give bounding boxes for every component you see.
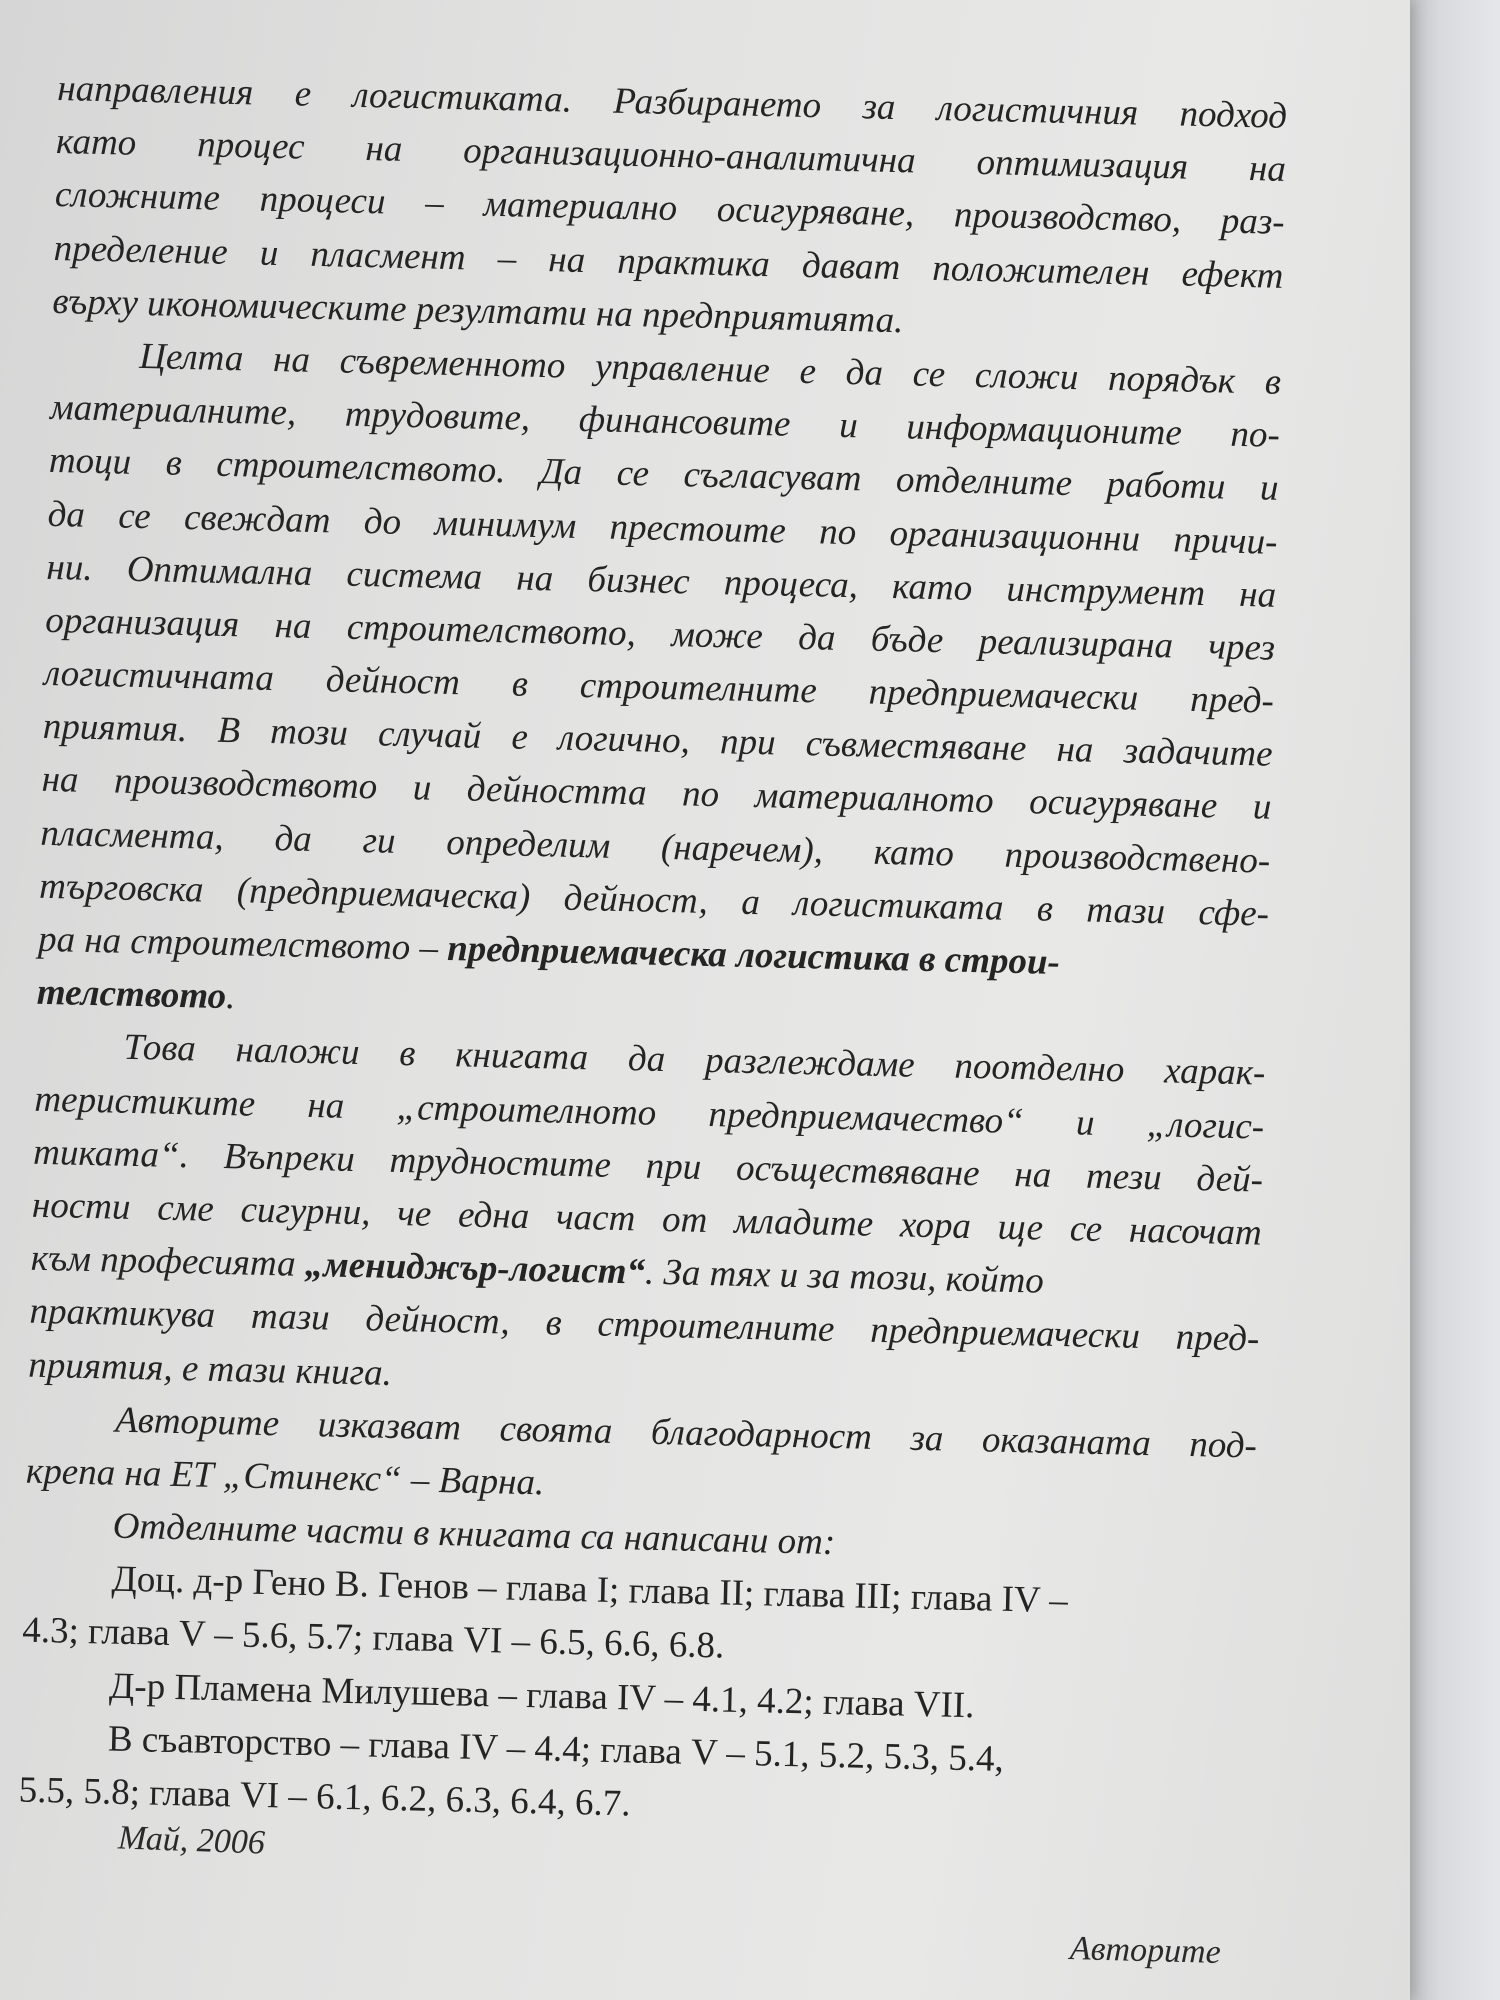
word: „логис- xyxy=(1146,1103,1265,1148)
word: по xyxy=(681,773,720,816)
word: отделните xyxy=(895,459,1073,505)
word: на xyxy=(515,557,554,600)
word: задачите xyxy=(1123,730,1274,775)
text-line: 5.5, 5.8; глава VI – 6.1, 6.2, 6.3, 6.4, 6.7. xyxy=(18,1769,632,1825)
word: сме xyxy=(156,1187,215,1230)
word: работи xyxy=(1106,464,1226,508)
word: оптимизация xyxy=(976,142,1189,188)
word: да xyxy=(627,1038,666,1081)
word: ги xyxy=(362,819,397,862)
authors-section xyxy=(18,1498,1255,1845)
word: ефект xyxy=(1181,253,1284,297)
bold-term: предприемаческа логистика в строи- xyxy=(446,928,1061,983)
word: при xyxy=(645,1145,702,1188)
word: тиката“. xyxy=(32,1131,190,1176)
word: под- xyxy=(1188,1423,1258,1467)
word: процеса, xyxy=(723,561,859,606)
text-line: Д-р Пламена Милушева – глава IV – 4.1, 4.2; глава VII. xyxy=(108,1665,975,1726)
word: инструмент xyxy=(1006,568,1206,614)
word: в xyxy=(1264,361,1282,403)
word: и xyxy=(1252,786,1272,829)
word: насочат xyxy=(1128,1209,1263,1254)
word: свеждат xyxy=(183,496,331,541)
word: да xyxy=(845,351,884,394)
word: хора xyxy=(899,1204,972,1247)
word: и xyxy=(1259,467,1279,510)
word: поотделно xyxy=(954,1045,1125,1091)
word: да xyxy=(797,616,836,659)
word: като xyxy=(873,831,955,875)
word: положителен xyxy=(931,247,1150,294)
word: материалните, xyxy=(49,387,297,434)
word: своята xyxy=(499,1408,613,1452)
word: дей- xyxy=(1196,1157,1264,1201)
text-line: В съавторство – глава IV – 4.4; глава V – 5.1, 5.2, 5.3, 5.4, xyxy=(107,1718,1005,1780)
word: на xyxy=(1238,573,1277,616)
word: дават xyxy=(801,244,901,288)
word: благодарност xyxy=(650,1411,873,1458)
word: на xyxy=(365,128,403,171)
word: че xyxy=(396,1192,432,1235)
word: организационни xyxy=(889,512,1141,560)
word: – xyxy=(424,182,445,225)
word: система xyxy=(346,553,483,598)
word: тази xyxy=(1085,889,1166,933)
word: ще xyxy=(997,1206,1044,1249)
text-line: крепа на ЕТ „Стинекс“ – Варна. xyxy=(25,1450,545,1504)
word: младите xyxy=(733,1200,874,1245)
word: от xyxy=(661,1198,708,1241)
word: предприемачество“ xyxy=(708,1093,1025,1142)
signature: Авторите xyxy=(1069,1930,1222,1971)
word: осигуряване xyxy=(1028,781,1218,827)
word: една xyxy=(457,1194,530,1237)
word: производството xyxy=(113,760,378,808)
word: бизнес xyxy=(587,558,691,603)
word: в xyxy=(545,1302,563,1345)
word: логично, xyxy=(557,717,691,762)
word: В xyxy=(217,710,241,752)
word: на xyxy=(1248,148,1287,191)
word: пласмент xyxy=(310,233,467,278)
word: организационно-аналитична xyxy=(462,130,917,182)
word: на xyxy=(1013,1153,1052,1196)
word: пласмента, xyxy=(40,812,225,858)
paragraph-1 xyxy=(52,62,1288,356)
word: съгласуват xyxy=(683,454,862,500)
word: по- xyxy=(1230,413,1281,456)
word: пред- xyxy=(1175,1317,1260,1360)
text-span: ра на строителството – xyxy=(37,918,448,970)
word: този xyxy=(269,711,349,754)
word: дейност xyxy=(325,659,461,704)
word: да xyxy=(274,817,313,860)
word: пределение xyxy=(53,227,229,273)
word: материалното xyxy=(754,775,995,822)
word: ности xyxy=(31,1184,131,1228)
word: се xyxy=(117,494,152,537)
text-line: върху икономическите резултати на предприятията. xyxy=(52,280,904,341)
background-surface xyxy=(1400,0,1500,2000)
word: е xyxy=(294,73,312,115)
word: се xyxy=(1069,1208,1103,1250)
word: строителните xyxy=(597,1303,835,1351)
word: пред- xyxy=(1189,678,1275,722)
word: и xyxy=(259,232,279,274)
word: трудовите, xyxy=(344,393,531,439)
text-span: . За тях и за този, който xyxy=(644,1251,1045,1302)
word: като xyxy=(891,565,973,609)
word: Въпреки xyxy=(223,1135,356,1180)
word: (предприемаческа) xyxy=(236,870,531,918)
word: Това xyxy=(123,1027,197,1070)
word: сложи xyxy=(974,354,1079,399)
word: в xyxy=(165,442,183,485)
word: харак- xyxy=(1163,1050,1266,1095)
word: сфе- xyxy=(1198,891,1270,935)
word: бъде xyxy=(870,618,944,662)
word: Разбирането xyxy=(612,80,822,127)
word: оказаната xyxy=(981,1419,1152,1464)
text-span: към професията xyxy=(30,1237,306,1286)
word: приятия. xyxy=(42,706,188,751)
word: управление xyxy=(594,346,771,392)
word: строителството, xyxy=(346,606,637,655)
word: тоци xyxy=(48,440,132,484)
word: разглеждаме xyxy=(704,1040,916,1087)
word: логистиката xyxy=(792,882,1004,929)
word: теристиките xyxy=(34,1078,256,1125)
word: строителните xyxy=(579,665,818,712)
word: определим xyxy=(445,821,611,867)
word: и xyxy=(1075,1101,1095,1144)
word: на xyxy=(41,759,80,802)
word: Авторите xyxy=(114,1399,280,1445)
word: реализирана xyxy=(978,620,1174,667)
word: подход xyxy=(1179,93,1288,137)
word: част xyxy=(555,1196,636,1240)
word: ни. xyxy=(46,546,94,589)
word: раз- xyxy=(1220,200,1286,244)
bold-term: „мениджър-логист“ xyxy=(304,1244,646,1293)
word: Целта xyxy=(138,335,244,380)
word: логистичния xyxy=(936,87,1139,134)
word: логистичната xyxy=(43,652,275,700)
word: престоите xyxy=(609,506,787,552)
word: на xyxy=(547,238,586,281)
word: в xyxy=(511,663,529,705)
word: а xyxy=(740,881,761,923)
word: строителството. xyxy=(215,444,506,492)
word: като xyxy=(55,121,137,164)
word: информационите xyxy=(905,406,1183,454)
word: съвременното xyxy=(339,340,566,387)
word: търговска xyxy=(38,865,204,911)
word: на xyxy=(1056,729,1094,771)
word: материално xyxy=(483,184,678,230)
word: производствено- xyxy=(1004,834,1271,882)
word: организация xyxy=(44,599,240,646)
word: дейност, xyxy=(365,1298,511,1343)
word: и xyxy=(838,404,859,447)
word: е xyxy=(511,716,529,759)
word: за xyxy=(910,1417,944,1460)
word: наложи xyxy=(235,1029,360,1074)
word: направления xyxy=(56,67,254,114)
word: практикува xyxy=(29,1290,216,1337)
word: на xyxy=(307,1084,345,1127)
page-text xyxy=(18,62,1288,1845)
paragraph-2 xyxy=(36,328,1281,1047)
word: производство, xyxy=(953,194,1182,241)
word: и xyxy=(412,767,432,810)
text-line: Отделните части в книгата са написани от: xyxy=(112,1505,836,1564)
word: Оптимална xyxy=(126,548,313,594)
word: дейност, xyxy=(563,877,709,922)
word: трудностите xyxy=(389,1139,612,1186)
word: да xyxy=(47,493,86,536)
word: „строителното xyxy=(396,1086,657,1134)
text-line: Доц. д-р Гено В. Генов – глава I; глава II; глава III; глава IV – xyxy=(111,1558,1069,1622)
word: процес xyxy=(196,124,305,168)
word: предприемачески xyxy=(868,671,1139,719)
word: в xyxy=(1036,888,1054,930)
paragraph-3 xyxy=(28,1019,1266,1419)
word: по xyxy=(818,510,857,553)
word: – xyxy=(497,237,517,280)
word: минимум xyxy=(434,502,577,547)
date-line: Май, 2006 xyxy=(117,1819,266,1862)
word: случай xyxy=(377,713,482,758)
word: сигурни, xyxy=(240,1189,371,1234)
word: се xyxy=(912,353,946,396)
word: за xyxy=(862,86,896,129)
word: до xyxy=(363,500,402,543)
word: финансовите xyxy=(578,399,791,445)
word: при xyxy=(719,721,777,764)
word: причи- xyxy=(1173,518,1278,563)
word: съвместяване xyxy=(805,723,1027,770)
word: в xyxy=(398,1033,416,1075)
word: порядък xyxy=(1107,357,1236,402)
word: осъществяване xyxy=(735,1147,980,1194)
word: книгата xyxy=(454,1034,589,1079)
word: тези xyxy=(1085,1155,1163,1199)
word: се xyxy=(616,453,650,495)
word: тази xyxy=(250,1296,331,1339)
word: на xyxy=(274,604,312,647)
word: осигуряване, xyxy=(716,189,915,235)
word: предприемачески xyxy=(869,1310,1141,1358)
word: практика xyxy=(616,240,771,285)
word: дейността xyxy=(466,768,648,814)
word: изказват xyxy=(317,1403,462,1449)
word: процеси xyxy=(259,178,386,223)
word: е xyxy=(799,350,817,393)
text-span: . xyxy=(225,976,236,1018)
text-line: 4.3; глава V – 5.6, 5.7; глава VI – 6.5, 6.6, 6.8. xyxy=(21,1610,725,1667)
word: сложните xyxy=(54,174,221,220)
word: Да xyxy=(539,451,583,494)
word: (наречем), xyxy=(660,826,824,872)
text-line: приятия, е тази книга. xyxy=(27,1344,393,1394)
word: на xyxy=(272,338,311,381)
bold-term: телството xyxy=(36,971,227,1018)
word: логистиката. xyxy=(352,74,573,121)
word: може xyxy=(670,613,764,658)
word: чрез xyxy=(1207,626,1276,669)
